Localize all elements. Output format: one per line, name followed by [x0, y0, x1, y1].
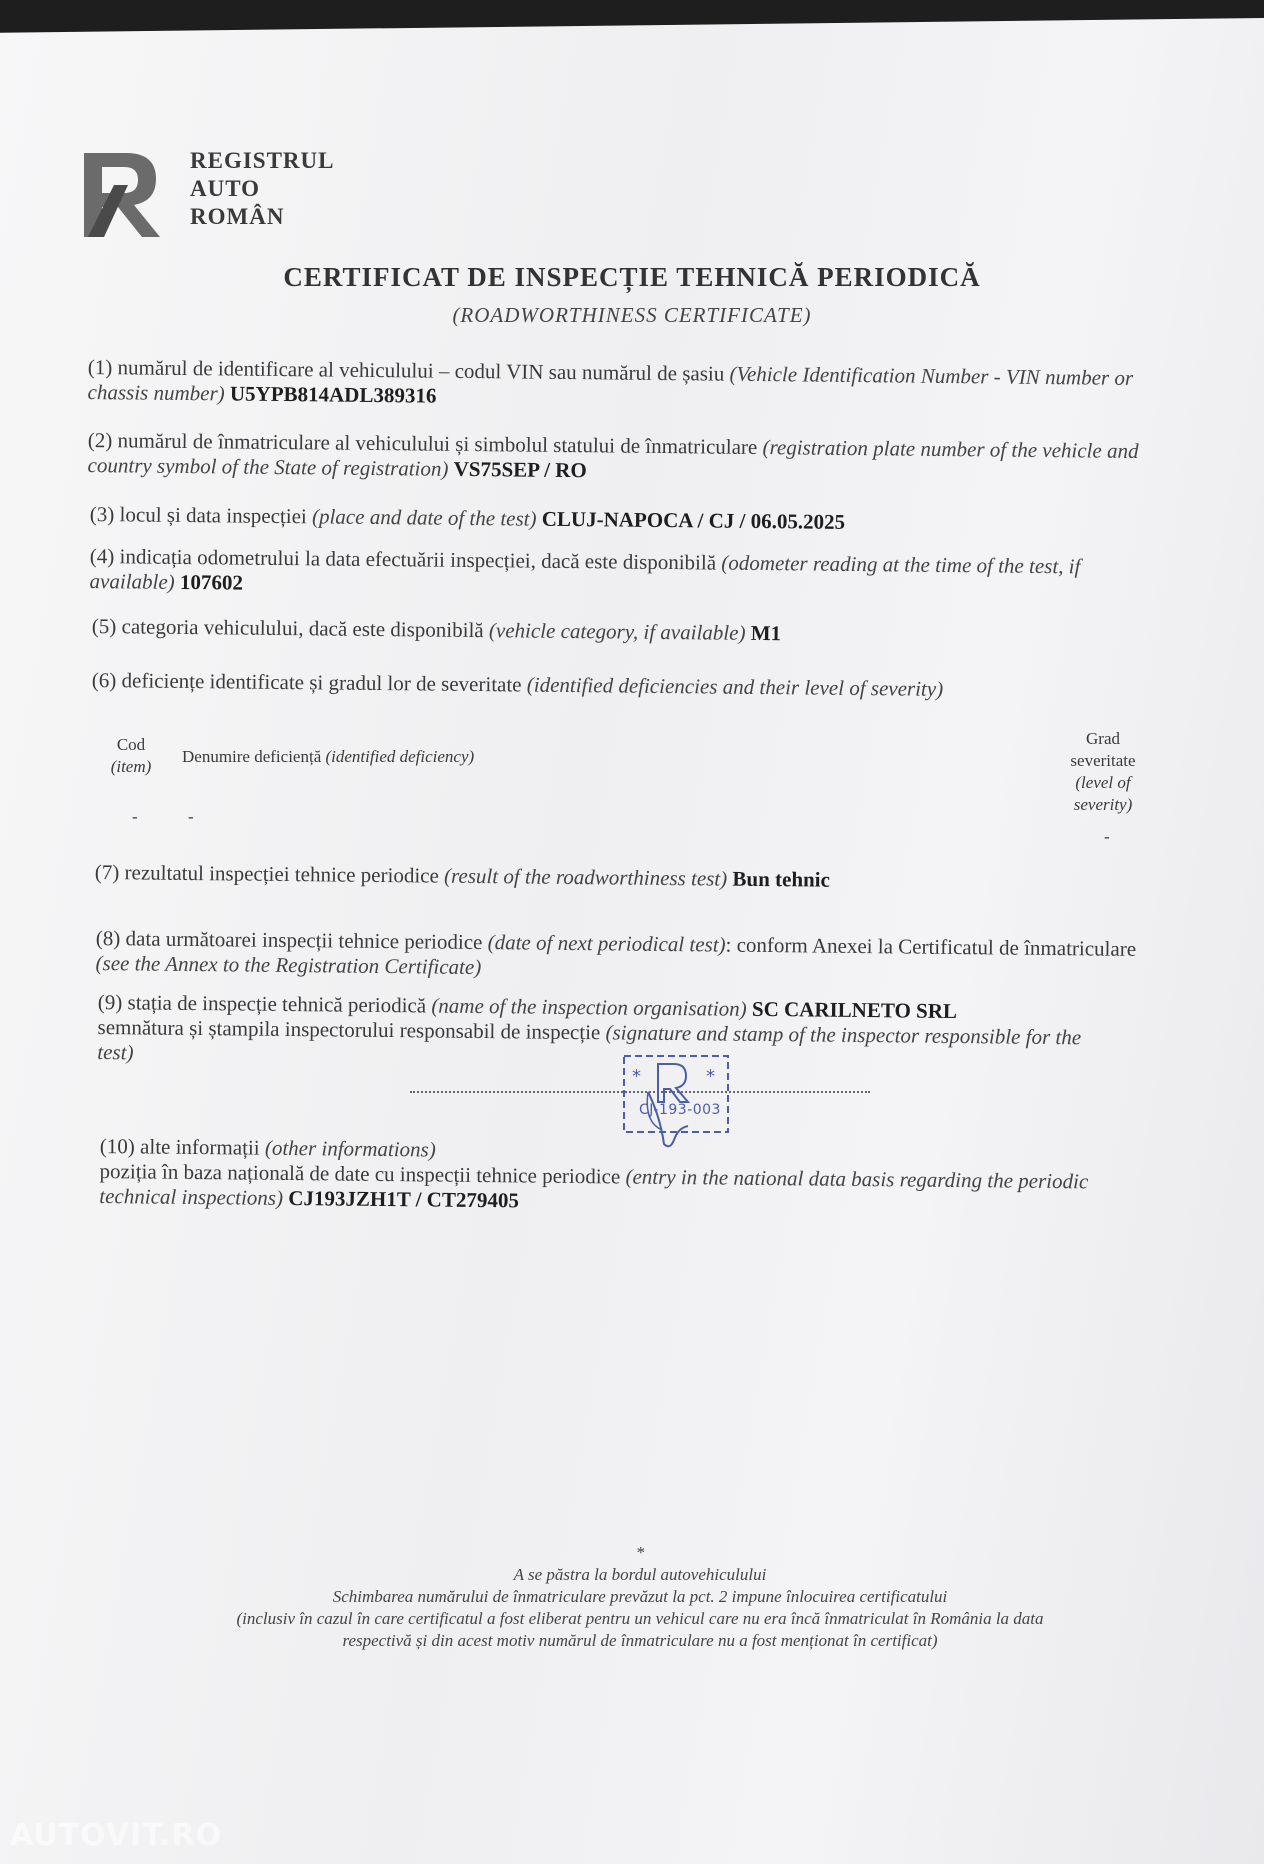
field-vin-label: (1) numărul de identificare al vehiculului – codul VIN sau numărul de șasiu — [87, 355, 725, 386]
field-odometer-label-en: (odometer reading at the time of the test, if available) — [89, 550, 1081, 594]
deficiency-code-value: - — [132, 807, 138, 826]
rar-logo — [80, 145, 334, 241]
field-category-label: (5) categoria vehiculului, dacă este disponibilă — [91, 614, 484, 643]
field-result-label-en: (result of the roadworthiness test) — [443, 863, 728, 891]
col-grade-line-4: severity) — [1073, 795, 1133, 814]
field-station-label: (9) stația de inspecție tehnică periodică — [97, 990, 427, 1018]
field-registration-label: (2) numărul de înmatriculare al vehiculului și simbolul statului de înmatriculare — [87, 428, 758, 460]
field-place-date-value: CLUJ-NAPOCA / CJ / 06.05.2025 — [541, 506, 846, 534]
footer-line-2: Schimbarea numărului de înmatriculare prevăzut la pct. 2 impune înlocuirea certificatului — [332, 1587, 948, 1606]
certificate-subtitle: (ROADWORTHINESS CERTIFICATE) — [452, 303, 812, 327]
field-category-value: M1 — [750, 620, 782, 646]
svg-text:*: * — [632, 1066, 641, 1087]
logo-line-2: AUTO — [190, 176, 261, 201]
field-other-info-label-en: (other informations) — [264, 1135, 436, 1162]
col-grade-line-3: (level of — [1075, 773, 1131, 792]
col-name-label-en: (identified deficiency) — [325, 747, 475, 766]
inspector-stamp — [618, 1052, 734, 1148]
field-place-date-label: (3) locul și data inspecției — [89, 502, 307, 529]
footer-mark: * — [635, 1543, 645, 1562]
field-vin-label-en: (Vehicle Identification Number - VIN number or chassis number) — [87, 361, 1134, 406]
field-station — [97, 990, 1118, 1076]
footer-notes — [140, 1542, 1140, 1652]
field-odometer-label: (4) indicația odometrului la data efectuării inspecției, dacă este disponibilă — [89, 544, 717, 575]
deficiency-col-code — [104, 734, 158, 778]
deficiency-col-grade — [1050, 728, 1156, 816]
field-next-test-value: : conform Anexei la Certificatul de înmatriculare — [725, 932, 1137, 961]
field-deficiencies-label-en: (identified deficiencies and their level of severity) — [526, 672, 944, 701]
footer-line-4: respectivă și din acest motiv numărul de înmatriculare nu a fost menționat în certificat) — [342, 1631, 938, 1650]
field-other-info-label: (10) alte informații — [99, 1134, 260, 1160]
field-signature-label: semnătura și ștampila inspectorului responsabil de inspecție — [97, 1014, 601, 1045]
site-watermark: AUTOVIT.RO — [10, 1818, 223, 1853]
rar-logo-icon — [80, 145, 170, 241]
col-code-label: Cod — [116, 735, 146, 754]
field-national-db-label: poziția în baza națională de date cu inspecții tehnice periodice — [99, 1158, 621, 1189]
certificate-title: CERTIFICAT DE INSPECȚIE TEHNICĂ PERIODICĂ — [283, 262, 981, 292]
col-code-label-en: (item) — [110, 757, 152, 776]
deficiency-col-name — [182, 746, 602, 768]
col-grade-line-2: severitate — [1070, 751, 1136, 770]
deficiency-grade-value: - — [1104, 827, 1110, 846]
field-odometer-value: 107602 — [179, 569, 244, 595]
field-registration-value: VS75SEP / RO — [453, 456, 587, 483]
logo-line-3: ROMÂN — [190, 204, 285, 229]
logo-line-1: REGISTRUL — [190, 148, 335, 173]
col-name-label: Denumire deficiență — [182, 747, 322, 766]
field-next-test-label: (8) data următoarei inspecții tehnice periodice — [95, 926, 483, 955]
field-category-label-en: (vehicle category, if available) — [488, 618, 746, 645]
field-place-date-label-en: (place and date of the test) — [311, 504, 537, 531]
field-registration-label-en: (registration plate number of the vehicle and country symbol of the State of registration) — [87, 435, 1139, 481]
field-result-value: Bun tehnic — [732, 866, 831, 892]
stamp-code: CJ-193-003 — [639, 1102, 721, 1118]
field-national-db-label-en: (entry in the national data basis regarding the periodic technical inspections) — [99, 1164, 1089, 1210]
field-deficiencies-label: (6) deficiențe identificate și gradul lor de severitate — [91, 668, 522, 697]
svg-text:*: * — [706, 1066, 715, 1087]
field-national-db-value: CJ193JZH1T / CT279405 — [288, 1185, 520, 1213]
field-signature-label-en: (signature and stamp of the inspector responsible for the test) — [97, 1020, 1082, 1065]
field-other-info — [99, 1134, 1170, 1220]
deficiency-name-value: - — [188, 807, 194, 826]
field-station-label-en: (name of the inspection organisation) — [431, 993, 747, 1021]
footer-line-1: A se păstra la bordul autovehiculului — [513, 1565, 767, 1584]
field-vin-value: U5YPB814ADL389316 — [229, 381, 437, 408]
footer-line-3: (inclusiv în cazul în care certificatul a fost eliberat pentru un vehicul care nu era încă înmatriculat în România la data — [236, 1609, 1044, 1628]
field-result-label: (7) rezultatul inspecției tehnice periodice — [94, 860, 439, 888]
field-station-value: SC CARILNETO SRL — [751, 996, 958, 1023]
field-next-test-label-en: (date of next periodical test) — [487, 930, 726, 957]
field-next-test-value-en: (see the Annex to the Registration Certificate) — [95, 950, 482, 980]
col-grade-line-1: Grad — [1086, 729, 1120, 748]
